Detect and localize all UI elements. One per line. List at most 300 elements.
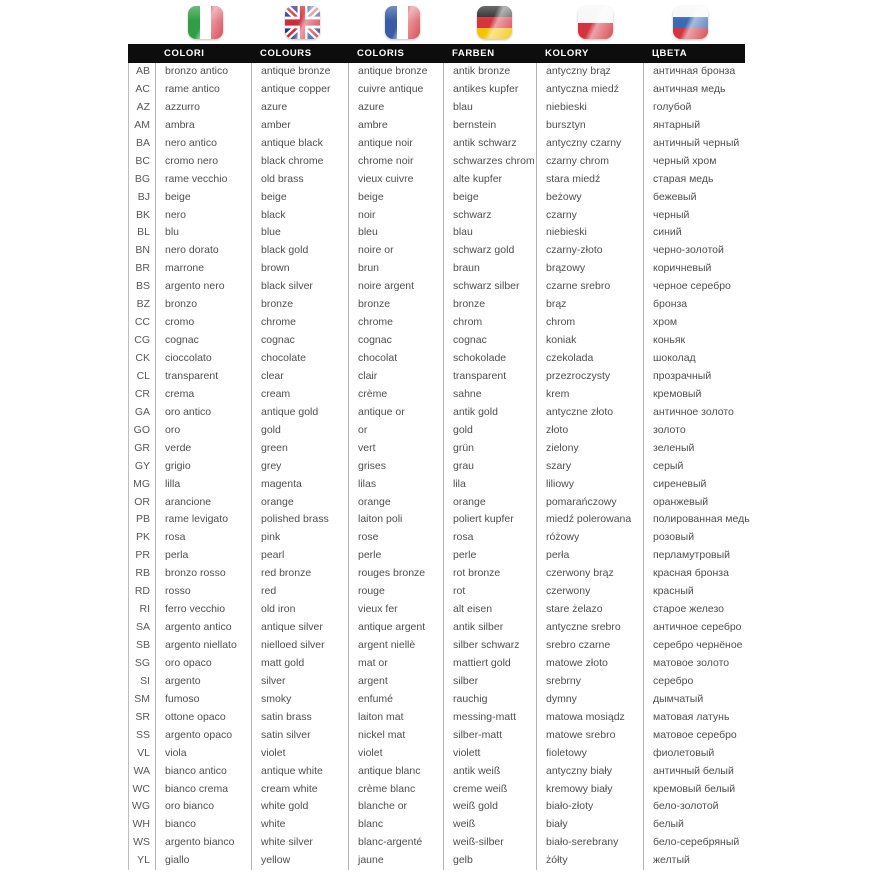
- color-name-cell-en: antique copper: [251, 81, 348, 99]
- table-row: [128, 476, 875, 494]
- color-name-cell-de: lila: [443, 476, 536, 494]
- color-name-cell-de: schwarz gold: [443, 242, 536, 260]
- table-row: [128, 224, 875, 242]
- color-name-cell-ru: коньяк: [643, 332, 875, 350]
- color-name-cell-ru: золото: [643, 422, 875, 440]
- color-name-cell-pl: miedź polerowana: [536, 511, 643, 529]
- color-name-cell-de: antik schwarz: [443, 135, 536, 153]
- color-name-cell-fr: laiton mat: [348, 709, 443, 727]
- color-name-cell-ru: античная бронза: [643, 63, 875, 81]
- color-name-cell-en: amber: [251, 117, 348, 135]
- color-name-cell-en: black chrome: [251, 153, 348, 171]
- color-name-cell-pl: dymny: [536, 691, 643, 709]
- color-name-cell-en: cream: [251, 386, 348, 404]
- color-name-cell-it: beige: [155, 189, 251, 207]
- color-name-cell-de: antikes kupfer: [443, 81, 536, 99]
- table-row: [128, 153, 875, 171]
- color-name-cell-ru: кремовый: [643, 386, 875, 404]
- color-name-cell-de: weiß: [443, 816, 536, 834]
- color-name-cell-it: argento bianco: [155, 834, 251, 852]
- color-code-cell: GR: [128, 440, 155, 458]
- table-row: [128, 99, 875, 117]
- color-name-cell-ru: черно-золотой: [643, 242, 875, 260]
- color-code-cell: PB: [128, 511, 155, 529]
- color-name-cell-fr: crème: [348, 386, 443, 404]
- color-name-cell-de: braun: [443, 260, 536, 278]
- color-name-cell-fr: rouges bronze: [348, 565, 443, 583]
- color-name-cell-en: satin brass: [251, 709, 348, 727]
- color-name-cell-ru: шоколад: [643, 350, 875, 368]
- color-name-cell-fr: noir: [348, 207, 443, 225]
- color-name-cell-pl: czekolada: [536, 350, 643, 368]
- color-name-cell-fr: noire argent: [348, 278, 443, 296]
- color-name-cell-en: blue: [251, 224, 348, 242]
- color-name-cell-pl: niebieski: [536, 99, 643, 117]
- color-name-cell-en: black: [251, 207, 348, 225]
- column-header-farben: FARBEN: [452, 48, 495, 59]
- color-code-cell: PR: [128, 547, 155, 565]
- color-name-cell-it: argento antico: [155, 619, 251, 637]
- color-name-cell-fr: blanc-argenté: [348, 834, 443, 852]
- color-name-cell-fr: violet: [348, 745, 443, 763]
- color-name-cell-pl: przezroczysty: [536, 368, 643, 386]
- color-name-cell-it: viola: [155, 745, 251, 763]
- column-header-coloris: COLORIS: [357, 48, 405, 59]
- table-row: [128, 547, 875, 565]
- color-code-cell: SB: [128, 637, 155, 655]
- table-row: [128, 458, 875, 476]
- color-code-cell: BS: [128, 278, 155, 296]
- color-name-cell-fr: crème blanc: [348, 781, 443, 799]
- color-name-cell-it: rame vecchio: [155, 171, 251, 189]
- color-name-cell-pl: biało-złoty: [536, 798, 643, 816]
- color-code-cell: BZ: [128, 296, 155, 314]
- color-name-cell-it: oro: [155, 422, 251, 440]
- color-name-cell-de: perle: [443, 547, 536, 565]
- table-row: [128, 171, 875, 189]
- color-name-cell-pl: antyczny czarny: [536, 135, 643, 153]
- table-row: [128, 565, 875, 583]
- color-name-cell-fr: vieux fer: [348, 601, 443, 619]
- color-name-cell-en: antique bronze: [251, 63, 348, 81]
- color-name-cell-en: clear: [251, 368, 348, 386]
- color-name-cell-de: transparent: [443, 368, 536, 386]
- color-code-cell: SA: [128, 619, 155, 637]
- color-name-cell-ru: кремовый белый: [643, 781, 875, 799]
- table-row: [128, 422, 875, 440]
- table-row: [128, 798, 875, 816]
- color-name-cell-en: cognac: [251, 332, 348, 350]
- color-name-cell-en: yellow: [251, 852, 348, 870]
- color-name-cell-it: bronzo rosso: [155, 565, 251, 583]
- color-code-cell: WS: [128, 834, 155, 852]
- color-name-cell-en: old brass: [251, 171, 348, 189]
- color-name-cell-ru: белый: [643, 816, 875, 834]
- color-name-cell-it: lilla: [155, 476, 251, 494]
- color-name-cell-pl: bursztyn: [536, 117, 643, 135]
- color-code-cell: CL: [128, 368, 155, 386]
- color-name-cell-de: gold: [443, 422, 536, 440]
- color-name-cell-ru: сиреневый: [643, 476, 875, 494]
- color-code-cell: SG: [128, 655, 155, 673]
- table-row: [128, 81, 875, 99]
- color-name-cell-ru: черный: [643, 207, 875, 225]
- color-code-cell: WG: [128, 798, 155, 816]
- color-name-cell-ru: розовый: [643, 529, 875, 547]
- color-name-cell-it: cognac: [155, 332, 251, 350]
- color-code-cell: BR: [128, 260, 155, 278]
- color-name-cell-ru: античный черный: [643, 135, 875, 153]
- color-name-cell-fr: cuivre antique: [348, 81, 443, 99]
- color-name-cell-de: weiß gold: [443, 798, 536, 816]
- color-name-cell-en: nielloed silver: [251, 637, 348, 655]
- color-name-cell-fr: vieux cuivre: [348, 171, 443, 189]
- color-name-cell-pl: antyczna miedź: [536, 81, 643, 99]
- color-name-cell-ru: бело-золотой: [643, 798, 875, 816]
- color-name-cell-it: argento: [155, 673, 251, 691]
- color-name-cell-ru: янтарный: [643, 117, 875, 135]
- color-name-cell-ru: старое железо: [643, 601, 875, 619]
- color-name-cell-fr: rose: [348, 529, 443, 547]
- color-name-cell-fr: antique argent: [348, 619, 443, 637]
- table-row: [128, 673, 875, 691]
- color-code-cell: RI: [128, 601, 155, 619]
- color-name-cell-en: white: [251, 816, 348, 834]
- color-name-cell-pl: żółty: [536, 852, 643, 870]
- color-name-cell-fr: argent niellè: [348, 637, 443, 655]
- column-header-colori: COLORI: [164, 48, 205, 59]
- table-row: [128, 332, 875, 350]
- color-code-cell: VL: [128, 745, 155, 763]
- color-name-cell-ru: матовое серебро: [643, 727, 875, 745]
- color-code-cell: WH: [128, 816, 155, 834]
- color-code-cell: SS: [128, 727, 155, 745]
- color-name-cell-ru: коричневый: [643, 260, 875, 278]
- table-row: [128, 296, 875, 314]
- color-name-cell-en: matt gold: [251, 655, 348, 673]
- table-row: [128, 601, 875, 619]
- color-name-cell-fr: bleu: [348, 224, 443, 242]
- color-name-cell-it: nero dorato: [155, 242, 251, 260]
- color-name-cell-it: cromo: [155, 314, 251, 332]
- color-name-cell-pl: fioletowy: [536, 745, 643, 763]
- table-row: [128, 242, 875, 260]
- color-name-cell-ru: красный: [643, 583, 875, 601]
- color-name-cell-en: azure: [251, 99, 348, 117]
- color-name-cell-de: schokolade: [443, 350, 536, 368]
- table-row: [128, 386, 875, 404]
- table-row: [128, 350, 875, 368]
- color-name-cell-en: old iron: [251, 601, 348, 619]
- color-name-cell-de: weiß-silber: [443, 834, 536, 852]
- color-name-cell-pl: biały: [536, 816, 643, 834]
- color-name-cell-fr: azure: [348, 99, 443, 117]
- table-row: [128, 314, 875, 332]
- color-code-cell: YL: [128, 852, 155, 870]
- color-name-cell-en: black gold: [251, 242, 348, 260]
- color-name-cell-fr: antique or: [348, 404, 443, 422]
- color-name-cell-de: rot bronze: [443, 565, 536, 583]
- color-name-cell-ru: античная медь: [643, 81, 875, 99]
- color-name-cell-en: silver: [251, 673, 348, 691]
- color-name-cell-pl: antyczny biały: [536, 763, 643, 781]
- color-name-cell-de: silber schwarz: [443, 637, 536, 655]
- table-row: [128, 637, 875, 655]
- color-name-cell-pl: czarne srebro: [536, 278, 643, 296]
- table-row: [128, 368, 875, 386]
- color-name-cell-it: bianco: [155, 816, 251, 834]
- color-name-cell-en: white gold: [251, 798, 348, 816]
- color-code-cell: CG: [128, 332, 155, 350]
- color-name-cell-de: silber: [443, 673, 536, 691]
- color-name-cell-en: green: [251, 440, 348, 458]
- color-name-cell-pl: czarny: [536, 207, 643, 225]
- color-name-cell-ru: дымчатый: [643, 691, 875, 709]
- color-name-cell-en: gold: [251, 422, 348, 440]
- color-code-cell: RB: [128, 565, 155, 583]
- color-name-cell-ru: серебро чернёное: [643, 637, 875, 655]
- color-name-cell-ru: бело-серебряный: [643, 834, 875, 852]
- color-name-cell-en: smoky: [251, 691, 348, 709]
- color-name-cell-fr: orange: [348, 494, 443, 512]
- color-name-cell-ru: античное серебро: [643, 619, 875, 637]
- color-name-cell-fr: antique noir: [348, 135, 443, 153]
- color-name-cell-de: poliert kupfer: [443, 511, 536, 529]
- color-name-cell-pl: złoto: [536, 422, 643, 440]
- color-name-cell-pl: perła: [536, 547, 643, 565]
- color-name-cell-en: antique gold: [251, 404, 348, 422]
- color-name-cell-pl: zielony: [536, 440, 643, 458]
- color-name-cell-en: antique white: [251, 763, 348, 781]
- color-name-cell-ru: желтый: [643, 852, 875, 870]
- color-name-cell-en: beige: [251, 189, 348, 207]
- germany-flag-icon: [477, 6, 512, 39]
- color-name-cell-pl: srebrny: [536, 673, 643, 691]
- color-name-cell-en: bronze: [251, 296, 348, 314]
- color-name-cell-fr: antique bronze: [348, 63, 443, 81]
- color-code-cell: BG: [128, 171, 155, 189]
- table-row: [128, 655, 875, 673]
- table-row: [128, 511, 875, 529]
- color-name-cell-pl: matowe złoto: [536, 655, 643, 673]
- color-name-cell-it: rame levigato: [155, 511, 251, 529]
- column-header-cveta: ЦВЕТА: [652, 48, 688, 59]
- color-name-cell-pl: beżowy: [536, 189, 643, 207]
- color-code-cell: GO: [128, 422, 155, 440]
- color-name-cell-en: white silver: [251, 834, 348, 852]
- table-row: [128, 763, 875, 781]
- color-code-cell: SI: [128, 673, 155, 691]
- color-name-cell-ru: матовое золото: [643, 655, 875, 673]
- color-name-cell-de: gelb: [443, 852, 536, 870]
- color-name-cell-de: orange: [443, 494, 536, 512]
- color-name-cell-it: ottone opaco: [155, 709, 251, 727]
- color-name-cell-de: mattiert gold: [443, 655, 536, 673]
- color-name-cell-fr: chocolat: [348, 350, 443, 368]
- color-name-cell-pl: antyczne srebro: [536, 619, 643, 637]
- color-name-cell-en: grey: [251, 458, 348, 476]
- color-name-cell-fr: blanc: [348, 816, 443, 834]
- color-name-cell-pl: czarny chrom: [536, 153, 643, 171]
- color-name-cell-de: silber-matt: [443, 727, 536, 745]
- color-code-cell: BA: [128, 135, 155, 153]
- poland-flag-icon: [578, 6, 613, 39]
- color-name-cell-it: verde: [155, 440, 251, 458]
- color-name-cell-it: bronzo: [155, 296, 251, 314]
- color-name-cell-de: grün: [443, 440, 536, 458]
- color-code-cell: RD: [128, 583, 155, 601]
- color-name-cell-de: rot: [443, 583, 536, 601]
- table-row: [128, 619, 875, 637]
- color-name-cell-fr: rouge: [348, 583, 443, 601]
- color-name-cell-ru: прозрачный: [643, 368, 875, 386]
- color-name-cell-ru: старая медь: [643, 171, 875, 189]
- color-name-cell-en: pink: [251, 529, 348, 547]
- color-code-cell: BL: [128, 224, 155, 242]
- color-name-cell-pl: srebro czarne: [536, 637, 643, 655]
- color-name-cell-fr: enfumé: [348, 691, 443, 709]
- table-row: [128, 529, 875, 547]
- color-name-cell-it: azzurro: [155, 99, 251, 117]
- color-name-cell-pl: stare żelazo: [536, 601, 643, 619]
- color-name-cell-ru: бежевый: [643, 189, 875, 207]
- color-code-cell: SR: [128, 709, 155, 727]
- table-row: [128, 278, 875, 296]
- color-name-cell-fr: lilas: [348, 476, 443, 494]
- color-code-cell: GA: [128, 404, 155, 422]
- table-row: [128, 63, 875, 81]
- color-name-cell-pl: brązowy: [536, 260, 643, 278]
- color-name-cell-en: chocolate: [251, 350, 348, 368]
- color-name-cell-it: argento niellato: [155, 637, 251, 655]
- color-name-cell-it: crema: [155, 386, 251, 404]
- color-code-cell: AZ: [128, 99, 155, 117]
- color-name-cell-ru: черное серебро: [643, 278, 875, 296]
- color-name-cell-de: creme weiß: [443, 781, 536, 799]
- color-name-cell-it: rosa: [155, 529, 251, 547]
- color-name-cell-pl: czerwony brąz: [536, 565, 643, 583]
- color-name-cell-ru: матовая латунь: [643, 709, 875, 727]
- color-name-cell-fr: ambre: [348, 117, 443, 135]
- color-name-cell-ru: красная бронза: [643, 565, 875, 583]
- color-name-cell-it: ferro vecchio: [155, 601, 251, 619]
- color-code-cell: WC: [128, 781, 155, 799]
- color-name-cell-it: argento opaco: [155, 727, 251, 745]
- color-name-cell-de: beige: [443, 189, 536, 207]
- table-row: [128, 834, 875, 852]
- color-code-cell: CK: [128, 350, 155, 368]
- table-row: [128, 816, 875, 834]
- color-code-cell: AC: [128, 81, 155, 99]
- color-name-cell-en: black silver: [251, 278, 348, 296]
- table-row: [128, 745, 875, 763]
- color-name-cell-de: cognac: [443, 332, 536, 350]
- color-code-cell: OR: [128, 494, 155, 512]
- color-name-cell-fr: vert: [348, 440, 443, 458]
- color-name-cell-ru: хром: [643, 314, 875, 332]
- color-name-cell-de: chrom: [443, 314, 536, 332]
- color-name-cell-en: antique black: [251, 135, 348, 153]
- color-code-cell: SM: [128, 691, 155, 709]
- table-row: [128, 494, 875, 512]
- color-name-cell-it: cromo nero: [155, 153, 251, 171]
- color-name-cell-it: arancione: [155, 494, 251, 512]
- color-name-cell-it: grigio: [155, 458, 251, 476]
- color-name-cell-de: rosa: [443, 529, 536, 547]
- italy-flag-icon: [188, 6, 223, 39]
- table-row: [128, 727, 875, 745]
- color-name-cell-it: fumoso: [155, 691, 251, 709]
- color-name-cell-pl: antyczne złoto: [536, 404, 643, 422]
- color-name-cell-pl: biało-serebrany: [536, 834, 643, 852]
- color-name-cell-de: schwarz silber: [443, 278, 536, 296]
- color-name-cell-it: ambra: [155, 117, 251, 135]
- color-table-body: [128, 63, 875, 870]
- color-name-cell-fr: chrome: [348, 314, 443, 332]
- table-row: [128, 189, 875, 207]
- color-name-cell-pl: stara miedź: [536, 171, 643, 189]
- table-row: [128, 207, 875, 225]
- color-name-cell-it: transparent: [155, 368, 251, 386]
- color-name-cell-fr: grises: [348, 458, 443, 476]
- table-row: [128, 691, 875, 709]
- color-name-cell-en: polished brass: [251, 511, 348, 529]
- color-name-cell-pl: koniak: [536, 332, 643, 350]
- color-name-cell-it: blu: [155, 224, 251, 242]
- color-name-cell-de: bronze: [443, 296, 536, 314]
- color-name-cell-fr: chrome noir: [348, 153, 443, 171]
- table-row: [128, 117, 875, 135]
- color-name-cell-ru: синий: [643, 224, 875, 242]
- color-code-cell: BJ: [128, 189, 155, 207]
- color-name-cell-ru: перламутровый: [643, 547, 875, 565]
- color-name-cell-de: blau: [443, 99, 536, 117]
- color-name-cell-fr: nickel mat: [348, 727, 443, 745]
- color-name-cell-en: brown: [251, 260, 348, 278]
- color-name-cell-de: bernstein: [443, 117, 536, 135]
- color-name-cell-ru: серый: [643, 458, 875, 476]
- color-name-cell-en: red: [251, 583, 348, 601]
- color-name-cell-fr: brun: [348, 260, 443, 278]
- color-name-cell-ru: античное золото: [643, 404, 875, 422]
- table-row: [128, 260, 875, 278]
- color-name-cell-it: bianco antico: [155, 763, 251, 781]
- color-name-cell-pl: kremowy biały: [536, 781, 643, 799]
- color-name-cell-de: antik gold: [443, 404, 536, 422]
- color-name-cell-de: rauchig: [443, 691, 536, 709]
- color-name-cell-ru: голубой: [643, 99, 875, 117]
- color-name-cell-fr: noire or: [348, 242, 443, 260]
- france-flag-icon: [385, 6, 420, 39]
- color-name-cell-de: violett: [443, 745, 536, 763]
- color-name-cell-en: red bronze: [251, 565, 348, 583]
- table-row: [128, 781, 875, 799]
- color-name-cell-en: antique silver: [251, 619, 348, 637]
- color-name-cell-it: bianco crema: [155, 781, 251, 799]
- table-row: [128, 135, 875, 153]
- table-row: [128, 440, 875, 458]
- color-name-cell-ru: оранжевый: [643, 494, 875, 512]
- color-name-cell-fr: argent: [348, 673, 443, 691]
- color-name-cell-it: oro bianco: [155, 798, 251, 816]
- color-name-cell-fr: or: [348, 422, 443, 440]
- color-name-cell-pl: czarny-złoto: [536, 242, 643, 260]
- color-name-cell-pl: niebieski: [536, 224, 643, 242]
- color-name-cell-de: alte kupfer: [443, 171, 536, 189]
- color-code-cell: AM: [128, 117, 155, 135]
- column-header-colours: COLOURS: [260, 48, 312, 59]
- color-name-cell-de: blau: [443, 224, 536, 242]
